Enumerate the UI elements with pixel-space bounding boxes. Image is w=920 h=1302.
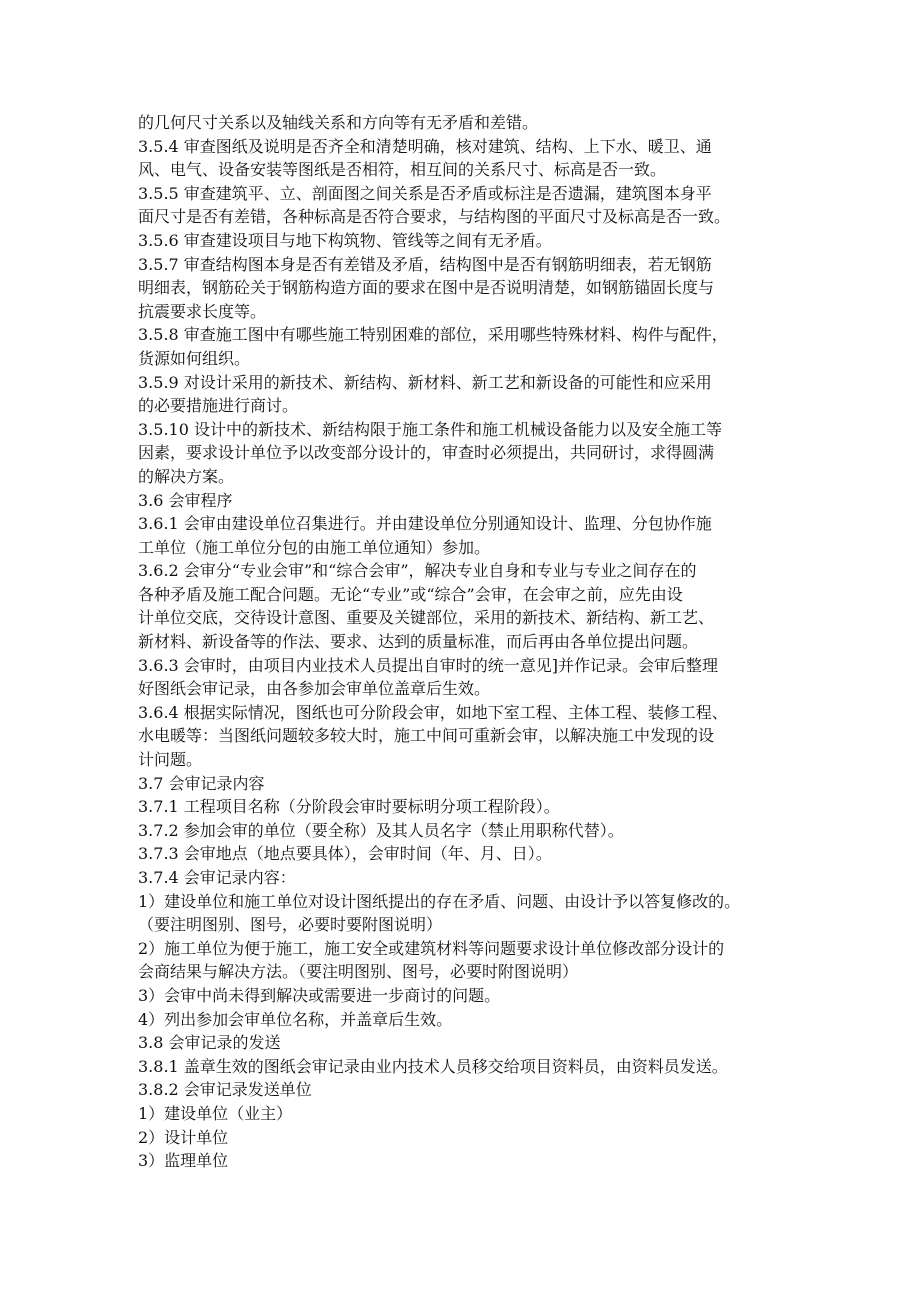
- text-line: 新材料、新设备等的作法、要求、达到的质量标准，而后再由各单位提出问题。: [138, 632, 699, 652]
- text-line: 3.5.4 审查图纸及说明是否齐全和清楚明确，核对建筑、结构、上下水、暖卫、通: [138, 136, 712, 156]
- text-line: 3.6.1 会审由建设单位召集进行。并由建设单位分别通知设计、监理、分包协作施: [138, 514, 712, 534]
- list-item: 4）列出参加会审单位名称，并盖章后生效。: [138, 1009, 453, 1029]
- list-item: 2）施工单位为便于施工，施工安全或建筑材料等问题要求设计单位修改部分设计的: [138, 938, 725, 958]
- section-heading: 3.6 会审程序: [138, 490, 233, 510]
- text-line: 计问题。: [138, 750, 203, 770]
- text-line: 的几何尺寸关系以及轴线关系和方向等有无矛盾和差错。: [138, 113, 539, 132]
- text-line: 会商结果与解决方法。（要注明图别、图号，必要时附图说明）: [138, 962, 579, 982]
- text-line: 3.7.3 会审地点（地点要具体），会审时间（年、月、日）。: [138, 844, 552, 864]
- text-line: 抗震要求长度等。: [138, 301, 267, 321]
- list-item: 3）会审中尚未得到解决或需要进一步商讨的问题。: [138, 985, 501, 1005]
- text-line: 因素，要求设计单位予以改变部分设计的，审查时必须提出，共同研讨，求得圆满: [138, 443, 715, 463]
- text-line: 好图纸会审记录，由各参加会审单位盖章后生效。: [138, 679, 491, 699]
- text-line: 工单位（施工单位分包的由施工单位通知）参加。: [138, 537, 491, 557]
- list-item: 2）设计单位: [138, 1127, 229, 1147]
- text-line: 3.7.2 参加会审的单位（要全称）及其人员名字（禁止用职称代替）。: [138, 820, 624, 840]
- text-line: 的必要措施进行商讨。: [138, 396, 299, 416]
- text-line: 的解决方案。: [138, 466, 235, 486]
- text-line: 3.6.3 会审时，由项目内业技术人员提出自审时的统一意见]并作记录。会审后整理: [138, 655, 719, 675]
- text-line: 水电暖等：当图纸问题较多较大时，施工中间可重新会审，以解决施工中发现的设: [138, 726, 715, 746]
- text-line: 3.8.2 会审记录发送单位: [138, 1080, 312, 1100]
- list-item: 1）建设单位（业主）: [138, 1103, 293, 1123]
- section-heading: 3.8 会审记录的发送: [138, 1033, 281, 1053]
- text-line: 3.6.2 会审分“专业会审”和“综合会审”，解决专业自身和专业与专业之间存在的: [138, 561, 697, 581]
- text-line: 3.5.10 设计中的新技术、新结构限于施工条件和施工机械设备能力以及安全施工等: [138, 419, 722, 439]
- text-line: 3.6.4 根据实际情况，图纸也可分阶段会审，如地下室工程、主体工程、装修工程、: [138, 702, 728, 722]
- text-line: 3.7.4 会审记录内容：: [138, 868, 296, 887]
- list-item: 1）建设单位和施工单位对设计图纸提出的存在矛盾、问题、由设计予以答复修改的。: [138, 891, 741, 911]
- text-line: 3.5.7 审查结构图本身是否有差错及矛盾，结构图中是否有钢筋明细表，若无钢筋: [138, 254, 712, 274]
- text-line: 3.5.8 审查施工图中有哪些施工特别困难的部位，采用哪些特殊材料、构件与配件，: [138, 325, 728, 345]
- text-line: 3.8.1 盖章生效的图纸会审记录由业内技术人员移交给项目资料员，由资料员发送。: [138, 1056, 728, 1076]
- section-heading: 3.7 会审记录内容: [138, 773, 265, 793]
- text-line: 3.5.6 审查建设项目与地下构筑物、管线等之间有无矛盾。: [138, 230, 552, 250]
- text-line: 面尺寸是否有差错，各种标高是否符合要求，与结构图的平面尺寸及标高是否一致。: [138, 207, 731, 227]
- text-line: （要注明图别、图号，必要时要附图说明）: [138, 915, 443, 935]
- document-page: [138, 111, 810, 1173]
- text-line: 3.7.1 工程项目名称（分阶段会审时要标明分项工程阶段）。: [138, 797, 560, 817]
- text-line: 3.5.5 审查建筑平、立、剖面图之间关系是否矛盾或标注是否遗漏，建筑图本身平: [138, 183, 712, 203]
- text-line: 3.5.9 对设计采用的新技术、新结构、新材料、新工艺和新设备的可能性和应采用: [138, 372, 712, 392]
- text-line: 明细表，钢筋砼关于钢筋构造方面的要求在图中是否说明清楚，如钢筋锚固长度与: [138, 278, 715, 298]
- list-item: 3）监理单位: [138, 1151, 229, 1171]
- text-line: 货源如何组织。: [138, 348, 251, 368]
- text-line: 计单位交底，交待设计意图、重要及关键部位，采用的新技术、新结构、新工艺、: [138, 608, 715, 628]
- text-line: 各种矛盾及施工配合问题。无论“专业”或“综合”会审，在会审之前，应先由设: [138, 584, 683, 604]
- text-line: 风、电气、设备安装等图纸是否相符，相互间的关系尺寸、标高是否一致。: [138, 160, 667, 180]
